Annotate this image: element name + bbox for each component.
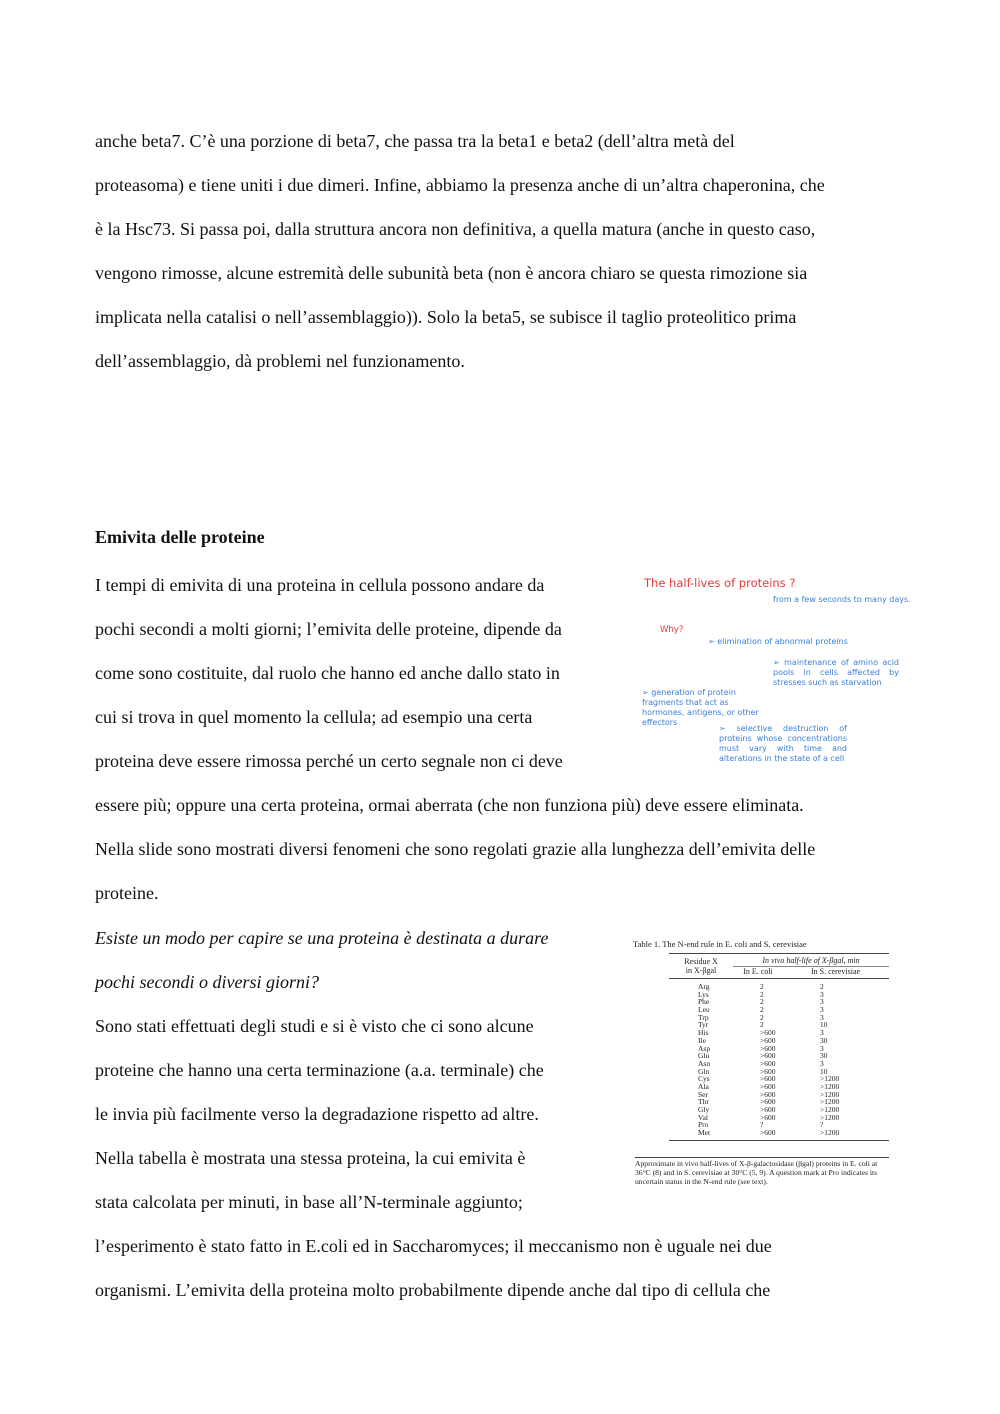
text-line: proteine. — [95, 883, 159, 903]
text-line: pochi secondi a molti giorni; l’emivita delle proteine, dipende da — [95, 619, 562, 639]
table-cell-ecoli: >600 — [760, 1043, 776, 1053]
table-cell-ecoli: 2 — [760, 1012, 764, 1022]
table-cell-ecoli: >600 — [760, 1058, 776, 1068]
table-cell-ecoli: >600 — [760, 1112, 776, 1122]
table-cell-residue: Cys — [698, 1074, 710, 1084]
table-header-residue-1: Residue X — [684, 957, 718, 966]
table-row — [688, 983, 888, 991]
slide-title: The half-lives of proteins ? — [644, 576, 796, 590]
table-row — [688, 1068, 888, 1076]
table-row — [688, 1129, 888, 1137]
table-cell-scerevisiae: >1200 — [820, 1089, 840, 1099]
table-cell-residue: Leu — [698, 1005, 710, 1015]
table-cell-scerevisiae: >1200 — [820, 1105, 840, 1114]
text-line: dell’assemblaggio, dà problemi nel funzionamento. — [95, 351, 465, 371]
table-row — [688, 1006, 888, 1014]
slide-why: Why? — [660, 625, 684, 635]
table-cell-scerevisiae: >1200 — [820, 1097, 840, 1107]
intro-paragraph — [95, 119, 825, 383]
text-line: Nella slide sono mostrati diversi fenomeni che sono regolati grazie alla lunghezza dell’emivita delle — [95, 839, 816, 859]
table-cell-scerevisiae: >1200 — [820, 1112, 840, 1122]
n-end-rule-table — [633, 935, 895, 1191]
table-cell-ecoli: >600 — [760, 1128, 776, 1138]
table-cell-residue: Trp — [698, 1012, 709, 1022]
table-cell-ecoli: >600 — [760, 1051, 776, 1061]
table-row — [688, 1037, 888, 1045]
table-cell-residue: His — [698, 1028, 709, 1038]
table-cell-residue: Val — [698, 1112, 708, 1122]
table-cell-scerevisiae: 3 — [820, 1043, 824, 1053]
table-row — [688, 1075, 888, 1083]
table-cell-scerevisiae: ? — [820, 1120, 824, 1130]
text-line: Nella tabella è mostrata una stessa proteina, la cui emivita è — [95, 1148, 526, 1168]
table-cell-scerevisiae: >1200 — [820, 1128, 840, 1138]
table-body — [688, 983, 888, 1137]
text-line: anche beta7. C’è una porzione di beta7, che passa tra la beta1 e beta2 (dell’altra metà del — [95, 131, 735, 151]
table-cell-scerevisiae: 3 — [820, 1028, 824, 1038]
text-line: come sono costituite, dal ruolo che hanno ed anche dallo stato in — [95, 663, 560, 683]
table-row — [688, 1098, 888, 1106]
table-row — [688, 1052, 888, 1060]
table-cell-residue: Ala — [698, 1081, 709, 1091]
table-cell-scerevisiae: 3 — [820, 1005, 824, 1015]
text-line: proteine che hanno una certa terminazione (a.a. terminale) che — [95, 1060, 544, 1080]
text-line: essere più; oppure una certa proteina, ormai aberrata (che non funziona più) deve essere eliminata. — [95, 795, 804, 815]
table-footnote: Approximate in vivo half-lives of X-β-galactosidase (βgal) proteins in E. coli at 36°C (8) and in S. cerevisiae at 30°C (5, 9). A question mark at Pro indicates its uncertain status in the N-end rule (see text). — [635, 1159, 878, 1186]
table-row — [688, 998, 888, 1006]
table-row — [688, 1060, 888, 1068]
table-caption: Table 1. The N-end rule in E. coli and S. cerevisiae — [633, 939, 807, 949]
table-cell-ecoli: >600 — [760, 1028, 776, 1038]
text-line: I tempi di emivita di una proteina in cellula possono andare da — [95, 575, 545, 595]
text-line: implicata nella catalisi o nell’assemblaggio)). Solo la beta5, se subisce il taglio proteolitico prima — [95, 307, 797, 327]
table-row — [688, 1045, 888, 1053]
table-cell-scerevisiae: 3 — [820, 997, 824, 1007]
text-line: proteina deve essere rimossa perché un certo segnale non ci deve — [95, 751, 563, 771]
slide-bullet: ➢ generation of protein fragments that act as hormones, antigens, or other effectors — [642, 688, 759, 727]
table-cell-residue: Lys — [698, 989, 709, 999]
table-cell-scerevisiae: 2 — [820, 982, 824, 991]
text-line: l’esperimento è stato fatto in E.coli ed in Saccharomyces; il meccanismo non è uguale nei due — [95, 1236, 772, 1256]
text-line: stata calcolata per minuti, in base all’N-terminale aggiunto; — [95, 1192, 523, 1212]
half-lives-slide — [640, 572, 911, 772]
text-line: pochi secondi o diversi giorni? — [95, 972, 319, 992]
table-cell-residue: Ser — [698, 1089, 708, 1099]
table-cell-ecoli: >600 — [760, 1081, 776, 1091]
table-cell-residue: Arg — [698, 982, 710, 991]
table-cell-residue: Gln — [698, 1066, 710, 1076]
table-cell-residue: Met — [698, 1128, 711, 1138]
text-line: Esiste un modo per capire se una proteina è destinata a durare — [95, 928, 549, 948]
slide-bullet: ➢ elimination of abnormal proteins — [708, 637, 848, 646]
table-cell-residue: Thr — [698, 1097, 709, 1107]
slide-bullet: ➢ selective destruction of proteins whose concentrations must vary with time and alterations in the state of a cell — [719, 724, 847, 763]
text-line: le invia più facilmente verso la degradazione rispetto ad altre. — [95, 1104, 539, 1124]
table-cell-ecoli: 2 — [760, 982, 764, 991]
table-cell-residue: Pro — [698, 1120, 709, 1130]
table-header-group: In vivo half-life of X-βgal, min — [762, 956, 860, 965]
table-row — [688, 991, 888, 999]
table-row — [688, 1029, 888, 1037]
table-cell-scerevisiae: >1200 — [820, 1081, 840, 1091]
table-cell-residue: Gly — [698, 1105, 710, 1114]
text-line: Sono stati effettuati degli studi e si è visto che ci sono alcune — [95, 1016, 534, 1036]
table-rule-footnote — [635, 1157, 889, 1158]
table-cell-ecoli: >600 — [760, 1035, 776, 1045]
text-line: vengono rimosse, alcune estremità delle subunità beta (non è ancora chiaro se questa rimozione sia — [95, 263, 808, 283]
table-row — [688, 1014, 888, 1022]
table-cell-ecoli: ? — [760, 1120, 764, 1130]
text-line: proteasoma) e tiene uniti i due dimeri. Infine, abbiamo la presenza anche di un’altra chaperonina, che — [95, 175, 825, 195]
table-cell-scerevisiae: 3 — [820, 1058, 824, 1068]
table-cell-ecoli: >600 — [760, 1074, 776, 1084]
text-line: cui si trova in quel momento la cellula; ad esempio una certa — [95, 707, 533, 727]
table-cell-scerevisiae: 10 — [820, 1066, 828, 1076]
table-header-scerevisiae: In S. cerevisiae — [810, 967, 861, 976]
slide-subtitle: from a few seconds to many days. — [773, 595, 911, 604]
table-row — [688, 1106, 888, 1114]
table-cell-ecoli: >600 — [760, 1089, 776, 1099]
table-row — [688, 1083, 888, 1091]
table-cell-residue: Glu — [698, 1051, 710, 1061]
table-cell-scerevisiae: 3 — [820, 1012, 824, 1022]
table-cell-scerevisiae: >1200 — [820, 1074, 840, 1084]
table-cell-scerevisiae: 30 — [820, 1035, 828, 1045]
table-rule-header — [669, 978, 889, 979]
table-row — [688, 1091, 888, 1099]
table-cell-ecoli: >600 — [760, 1105, 776, 1114]
table-row — [688, 1114, 888, 1122]
table-header-residue-2: in X-βgal — [685, 966, 717, 975]
table-cell-ecoli: 2 — [760, 997, 764, 1007]
table-row — [688, 1021, 888, 1029]
table-cell-residue: Ile — [698, 1035, 706, 1045]
text-line: è la Hsc73. Si passa poi, dalla struttura ancora non definitiva, a quella matura (anche in questo caso, — [95, 219, 816, 239]
table-cell-residue: Asp — [698, 1043, 711, 1053]
table-row — [688, 1121, 888, 1129]
table-header-ecoli: In E. coli — [743, 967, 773, 976]
table-cell-ecoli: 2 — [760, 989, 764, 999]
table-cell-ecoli: >600 — [760, 1097, 776, 1107]
table-cell-ecoli: 2 — [760, 1020, 764, 1030]
slide-bullet: ➢ maintenance of amino acid pools in cells affected by stresses such as starvation — [773, 658, 899, 687]
table-cell-scerevisiae: 3 — [820, 989, 824, 999]
table-cell-residue: Tyr — [698, 1020, 709, 1030]
table-cell-residue: Asn — [698, 1058, 711, 1068]
table-cell-ecoli: >600 — [760, 1066, 776, 1076]
table-cell-residue: Phe — [698, 997, 710, 1007]
table-cell-ecoli: 2 — [760, 1005, 764, 1015]
table-rule-bottom — [669, 1140, 889, 1141]
text-line: organismi. L’emivita della proteina molto probabilmente dipende anche dal tipo di cellula che — [95, 1280, 771, 1300]
table-cell-scerevisiae: 30 — [820, 1051, 828, 1061]
section-heading: Emivita delle proteine — [95, 527, 265, 547]
table-rule-top — [669, 953, 889, 954]
table-cell-scerevisiae: 10 — [820, 1020, 828, 1030]
question-paragraph — [95, 916, 548, 1004]
